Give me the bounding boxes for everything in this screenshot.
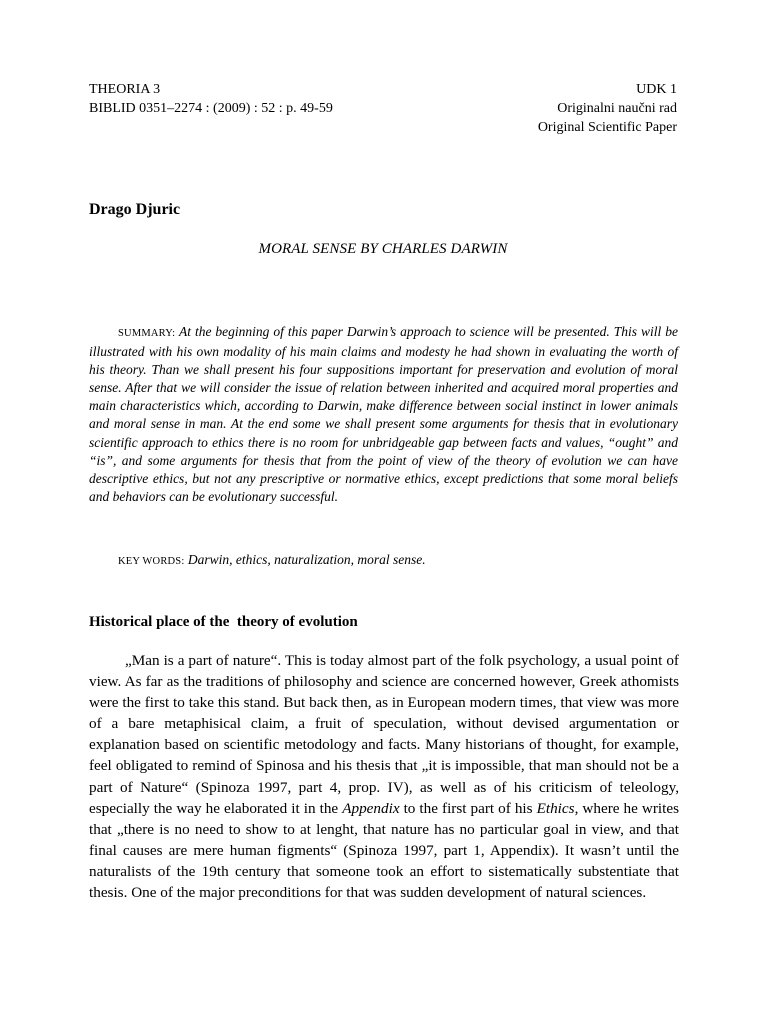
keywords-text: Darwin, ethics, naturalization, moral sense. <box>184 552 426 567</box>
keywords-label: KEY WORDS: <box>118 556 185 567</box>
header-right <box>538 80 677 137</box>
body-paragraph <box>89 650 679 903</box>
biblid-reference: BIBLID 0351–2274 : (2009) : 52 : p. 49-59 <box>89 101 333 116</box>
header-left <box>89 80 333 118</box>
journal-name: THEORIA 3 <box>89 82 161 97</box>
paper-type-english: Original Scientific Paper <box>537 120 677 135</box>
paragraph-text-part-2: to the first part of his <box>399 799 537 817</box>
section-heading: Historical place of the theory of evolution <box>89 614 358 630</box>
paragraph-text-part-1: „Man is a part of nature“. This is today almost part of the folk psychology, a usual point of view. As far as the traditions of philosophy and science are concerned however, Greek athomists were the first to take this stand. But back then, as in European modern times, that view was more of a bare metaphisical claim, a fruit of speculation, without devised argumentation or explanation based on scientific metodology and facts. Many historians of thought, for example, feel obligated to remind of Spinosa and his thesis that „it is impossible, that man should not be a part of Nature“ (Spinoza 1997, part 4, prop. IV), as well as of his criticism of teleology, especially the way he elaborated it in the <box>89 652 679 817</box>
author-name: Drago Djuric <box>89 201 181 218</box>
paper-header <box>89 80 677 140</box>
paper-type-serbian: Originalni naučni rad <box>557 101 677 116</box>
keywords <box>89 550 678 571</box>
appendix-title: Appendix <box>342 799 400 817</box>
summary-abstract <box>89 323 678 506</box>
paragraph-text-part-3: , where he writes that „there is no need to show to at lenght, that nature has no particular goal in view, and that final causes are mere human figments“ (Spinoza 1997, part 1, Appendix). It wasn’t until the naturalists of the 19th century that someone took an effort to sistematically substentiate that thesis. One of the major preconditions for that was sudden development of natural sciences. <box>89 799 679 902</box>
summary-label: SUMMARY: <box>118 328 176 339</box>
paper-title: MORAL SENSE BY CHARLES DARWIN <box>258 241 508 257</box>
udk-code: UDK 1 <box>636 82 677 97</box>
summary-text: At the beginning of this paper Darwin’s approach to science will be presented. This will be illustrated with his own modality of his main claims and modesty he had shown in evaluating the worth of his theory. Than we shall present his four suppositions important for preservation and evolution of moral sense. After that we will consider the issue of relation between inherited and acquired moral properties and main characteristics which, according to Darwin, make difference between social instinct in lower animals and moral sense in man. At the end some we shall present some arguments for thesis that in evolutionary scientific approach to ethics there is no room for unbridgeable gap between facts and values, “ought” and “is”, and some arguments for thesis that from the point of view of the theory of evolution we can have descriptive ethics, but not any prescriptive or normative ethics, except predictions that some moral beliefs and behaviors can be evolutionary successful. <box>89 324 678 504</box>
ethics-title: Ethics <box>536 799 575 817</box>
